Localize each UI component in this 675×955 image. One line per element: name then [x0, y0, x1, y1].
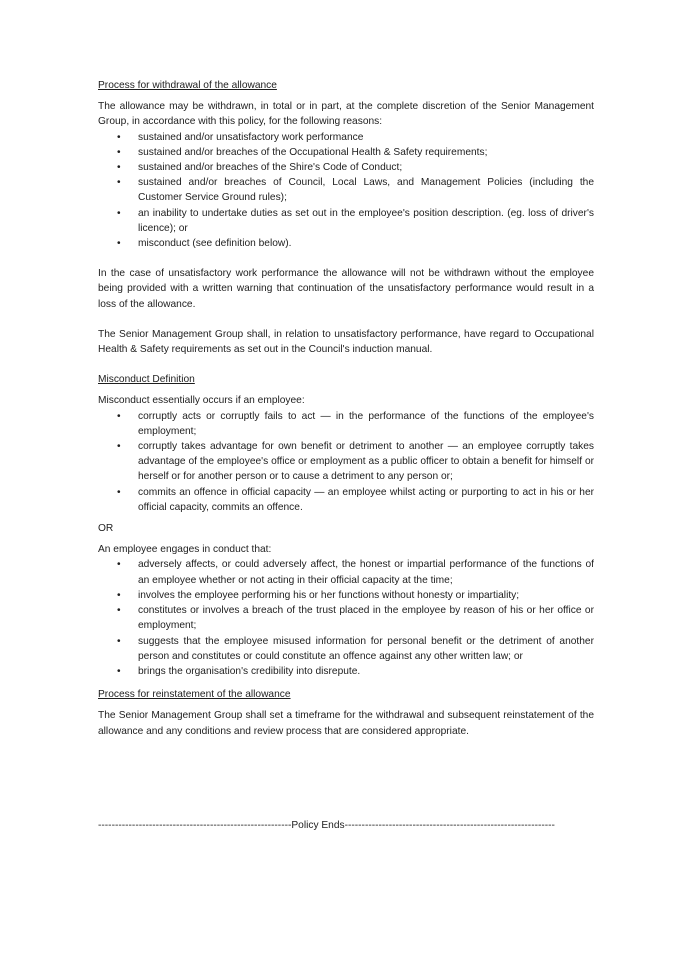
withdrawal-heading: Process for withdrawal of the allowance: [98, 80, 277, 91]
list-item: • adversely affects, or could adversely affect, the honest or impartial performance of the functions of an employee whether or not acting in their official capacity at the time;: [98, 557, 594, 587]
list-item: • brings the organisation's credibility into disrepute.: [98, 664, 594, 679]
or-label: OR: [98, 523, 114, 535]
reinstatement-heading: Process for reinstatement of the allowance: [98, 689, 291, 701]
list-item: • corruptly takes advantage for own benefit or detriment to another — an employee corruptly takes advantage of the employee's office or employment as a public officer to obtain a benefit for himself or herself or for another person or to cause a detriment to any person or;: [98, 439, 594, 485]
warning-paragraph: In the case of unsatisfactory work performance the allowance will not be withdrawn without the employee being provided with a written warning that continuation of the unsatisfactory performance would result in a loss of the allowance.: [98, 268, 594, 310]
reinstatement-paragraph: The Senior Management Group shall set a timeframe for the withdrawal and subsequent reinstatement of the allowance and any conditions and review process that are considered appropriate.: [98, 710, 594, 737]
misconduct-heading: Misconduct Definition: [98, 374, 195, 386]
list-item: • misconduct (see definition below).: [98, 236, 594, 251]
conduct-intro: An employee engages in conduct that:: [98, 544, 272, 556]
list-item: • sustained and/or unsatisfactory work performance: [98, 130, 594, 145]
ohs-paragraph: The Senior Management Group shall, in relation to unsatisfactory performance, have regard to Occupational Health & Safety requirements as set out in the Council's induction manual.: [98, 328, 594, 356]
policy-ends-divider: ---------------------------------------------------------Policy Ends--------------------------------------------------------------: [98, 820, 555, 831]
conduct-list: [98, 557, 594, 679]
withdrawal-intro: The allowance may be withdrawn, in total or in part, at the complete discretion of the Senior Management Group, in accordance with this policy, for the following reasons:: [98, 101, 594, 128]
policy-document: [98, 78, 594, 739]
list-item: • constitutes or involves a breach of the trust placed in the employee by reason of his or her office or employment;: [98, 603, 594, 633]
list-item: • commits an offence in official capacity — an employee whilst acting or purporting to act in his or her official capacity, commits an offence.: [98, 485, 594, 515]
list-item: • corruptly acts or corruptly fails to act — in the performance of the functions of the employee's employment;: [98, 409, 594, 439]
misconduct-list: [98, 409, 594, 515]
withdrawal-reasons-list: [98, 130, 594, 252]
misconduct-intro: Misconduct essentially occurs if an employee:: [98, 395, 305, 407]
list-item: • an inability to undertake duties as set out in the employee's position description. (eg. loss of driver's licence); or: [98, 206, 594, 236]
list-item: • involves the employee performing his or her functions without honesty or impartiality;: [98, 588, 594, 603]
list-item: • sustained and/or breaches of Council, Local Laws, and Management Policies (including the Customer Service Ground rules);: [98, 175, 594, 205]
list-item: • sustained and/or breaches of the Shire's Code of Conduct;: [98, 160, 594, 175]
list-item: • suggests that the employee misused information for personal benefit or the detriment of another person and constitutes or could constitute an offence against any other written law; or: [98, 634, 594, 664]
list-item: • sustained and/or breaches of the Occupational Health & Safety requirements;: [98, 145, 594, 160]
